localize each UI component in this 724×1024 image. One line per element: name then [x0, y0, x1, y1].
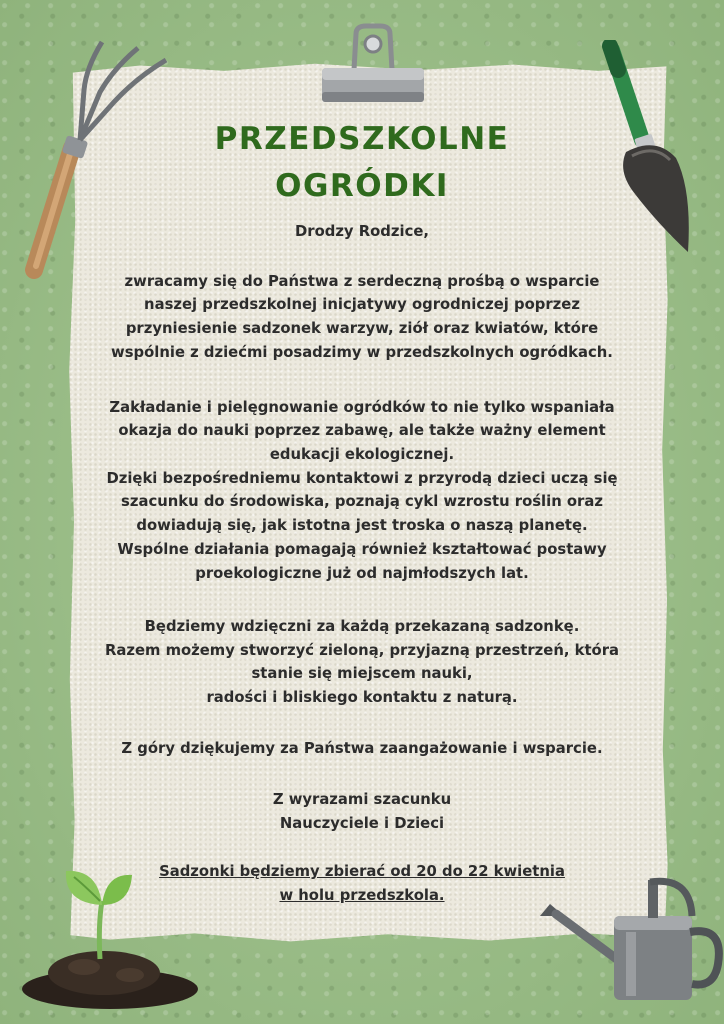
paragraph-2-line: proekologiczne już od najmłodszych lat.: [195, 565, 529, 582]
paragraph-2-line: Dzięki bezpośredniemu kontaktowi z przyrodą dzieci uczą się: [106, 470, 618, 487]
paragraph-2-line: edukacji ekologicznej.: [269, 446, 455, 463]
paragraph-3-line: stanie się miejscem nauki,: [251, 665, 473, 682]
paragraph-1-line: wspólnie z dziećmi posadzimy w przedszkolnych ogródkach.: [111, 344, 613, 361]
paragraph-2-line: okazja do nauki poprzez zabawę, ale także ważny element: [118, 422, 606, 439]
collection-notice-line: w holu przedszkola.: [279, 887, 445, 904]
paragraph-3-line: Razem możemy stworzyć zieloną, przyjazną przestrzeń, która: [104, 642, 619, 659]
watering-can-icon: [540, 868, 724, 1008]
paragraph-2-line: Zakładanie i pielęgnowanie ogródków to nie tylko wspaniała: [109, 399, 615, 416]
page-title-line-2: OGRÓDKI: [275, 168, 449, 204]
signature-line: Nauczyciele i Dzieci: [279, 815, 445, 832]
collection-notice-line: Sadzonki będziemy zbierać od 20 do 22 kwietnia: [159, 863, 565, 880]
closing-line: Z wyrazami szacunku: [272, 791, 452, 808]
binder-clip-icon: [318, 22, 428, 112]
greeting: Drodzy Rodzice,: [294, 223, 429, 240]
paragraph-3-line: Będziemy wdzięczni za każdą przekazaną sadzonkę.: [144, 618, 580, 635]
paragraph-1-line: przyniesienie sadzonek warzyw, ziół oraz kwiatów, które: [125, 320, 599, 337]
paragraph-3-line: radości i bliskiego kontaktu z naturą.: [206, 689, 518, 706]
hand-cultivator-icon: [14, 30, 184, 290]
paragraph-1-line: naszej przedszkolnej inicjatywy ogrodniczej poprzez: [144, 296, 580, 313]
paragraph-1-line: zwracamy się do Państwa z serdeczną prośbą o wsparcie: [124, 273, 600, 290]
seedling-icon: [14, 855, 214, 1015]
paragraph-2-line: Wspólne działania pomagają również kształtować postawy: [117, 541, 607, 558]
page-title-line-1: PRZEDSZKOLNE: [214, 121, 510, 157]
paragraph-2-line: dowiadują się, jak istotna jest troska o naszą planetę.: [136, 517, 588, 534]
thanks-line: Z góry dziękujemy za Państwa zaangażowanie i wsparcie.: [121, 740, 603, 757]
paragraph-2-line: szacunku do środowiska, poznają cykl wzrostu roślin oraz: [121, 493, 603, 510]
